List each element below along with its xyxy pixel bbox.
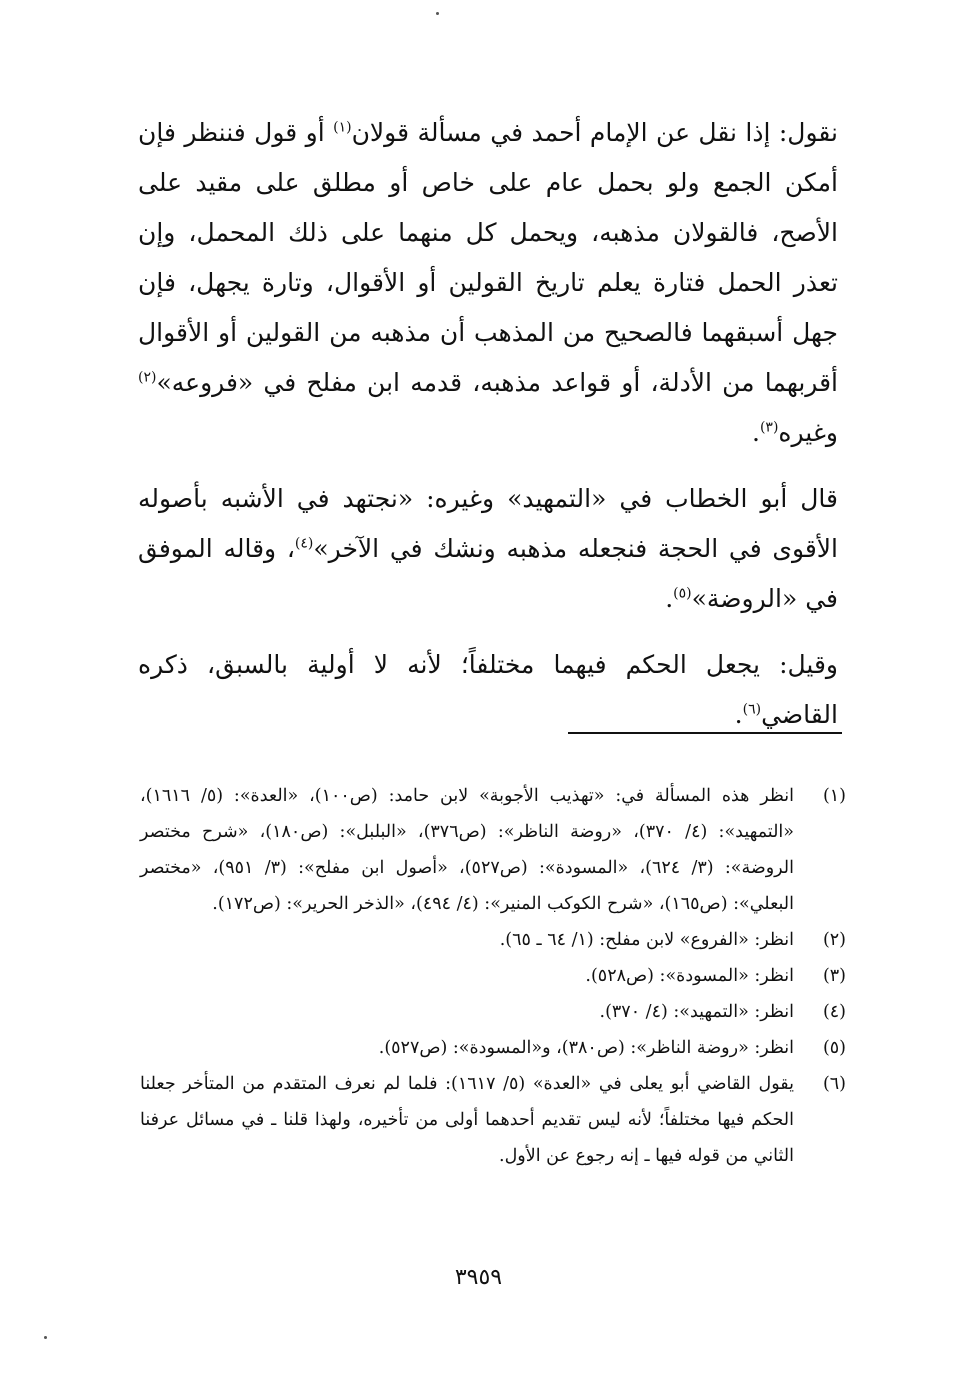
footnote-reference: (٢) xyxy=(138,369,157,386)
text-segment: وقيل: يجعل الحكم فيهما مختلفاً؛ لأنه لا أولية بالسبق، ذكره القاضي xyxy=(138,650,838,729)
footnote-text: انظر: «الفروع» لابن مفلح: (١/ ٦٤ ـ ٦٥). xyxy=(499,930,794,950)
text-segment: نقول: إذا نقل عن الإمام أحمد في مسألة قولان xyxy=(351,118,838,147)
footnote-reference: (١) xyxy=(333,119,352,136)
text-segment: أو قول فننظر فإن أمكن الجمع ولو بحمل عام على خاص أو مطلق على مقيد على الأصح، فالقولان مذهبه، ويحمل كل منهما على ذلك المحمل، وإن تعذر الحمل فتارة يعلم تاريخ القولين أو الأقوال، وتارة يجهل، فإن جهل أسبقهما فالصحيح من المذهب أن مذهبه من القولين أو الأقوال أقربهما من الأدلة، أو قواعد مذهبه، قدمه ابن مفلح في «فروعه» xyxy=(138,118,838,397)
text-segment: . xyxy=(751,418,760,447)
footnote-text: انظر: «روضة الناظر»: (ص٣٨٠)، و«المسودة»: (ص٥٢٧). xyxy=(378,1038,794,1058)
footnote-item xyxy=(140,958,846,994)
footnote-reference: (٦) xyxy=(742,701,762,718)
body-paragraph xyxy=(138,640,838,740)
text-segment: وغيره xyxy=(778,418,838,447)
footnote-reference: (٥) xyxy=(673,585,692,602)
text-segment: قال أبو الخطاب في «التمهيد» وغيره: «نجتهد في الأشبه بأصوله الأقوى في الحجة فنجعله مذهبه ونشك في الآخر» xyxy=(138,484,839,563)
footnote-text: انظر: «التمهيد»: (٤/ ٣٧٠). xyxy=(599,1002,794,1022)
text-segment: . xyxy=(665,584,674,613)
footnote-reference: (٣) xyxy=(759,419,779,436)
footnote-number: (٥) xyxy=(822,1038,846,1058)
main-body-text xyxy=(138,108,838,740)
text-segment: ، وقاله الموفق في «الروضة» xyxy=(138,534,838,613)
scan-speck xyxy=(44,1336,47,1339)
footnote-item xyxy=(140,922,846,958)
footnote-number: (٤) xyxy=(822,1002,846,1022)
footnote-item xyxy=(140,778,846,922)
footnote-separator xyxy=(568,732,842,734)
footnote-number: (٣) xyxy=(822,966,846,986)
footnote-number: (١) xyxy=(822,786,846,806)
footnote-reference: (٤) xyxy=(294,535,314,552)
body-paragraph xyxy=(138,474,838,624)
footnote-item xyxy=(140,994,846,1030)
body-paragraph xyxy=(138,108,838,458)
footnote-text: يقول القاضي أبو يعلى في «العدة» (٥/ ١٦١٧): فلما لم نعرف المتقدم من المتأخر جعلنا الحكم فيها مختلفاً؛ لأنه ليس تقديم أحدهما أولى من تأخيره، ولهذا قلنا ـ في مسائل عرفنا الثاني من قوله فيها ـ إنه رجوع عن الأول. xyxy=(140,1074,794,1166)
page-number: ٣٩٥٩ xyxy=(454,1265,503,1290)
footnote-item xyxy=(140,1030,846,1066)
footnote-number: (٢) xyxy=(822,930,846,950)
footnote-item xyxy=(140,1066,846,1174)
scan-speck xyxy=(436,12,439,15)
text-segment: . xyxy=(734,700,743,729)
footnote-text: انظر: «المسودة»: (ص٥٢٨). xyxy=(585,966,794,986)
footnote-text: انظر هذه المسألة في: «تهذيب الأجوبة» لابن حامد: (ص١٠٠)، «العدة»: (٥/ ١٦١٦)، «التمهيد»: (٤/ ٣٧٠)، «روضة الناظر»: (ص٣٧٦)، «البلبل»: (ص١٨٠)، «شرح مختصر الروضة»: (٣/ ٦٢٤)، «المسودة»: (ص٥٢٧)، «أصول ابن مفلح»: (٣/ ٩٥١)، «مختصر البعلي»: (ص١٦٥)، «شرح الكوكب المنير»: (٤/ ٤٩٤)، «الذخر الحرير»: (ص١٧٢). xyxy=(140,786,795,914)
footnotes xyxy=(140,778,846,1174)
footnote-number: (٦) xyxy=(822,1074,846,1094)
